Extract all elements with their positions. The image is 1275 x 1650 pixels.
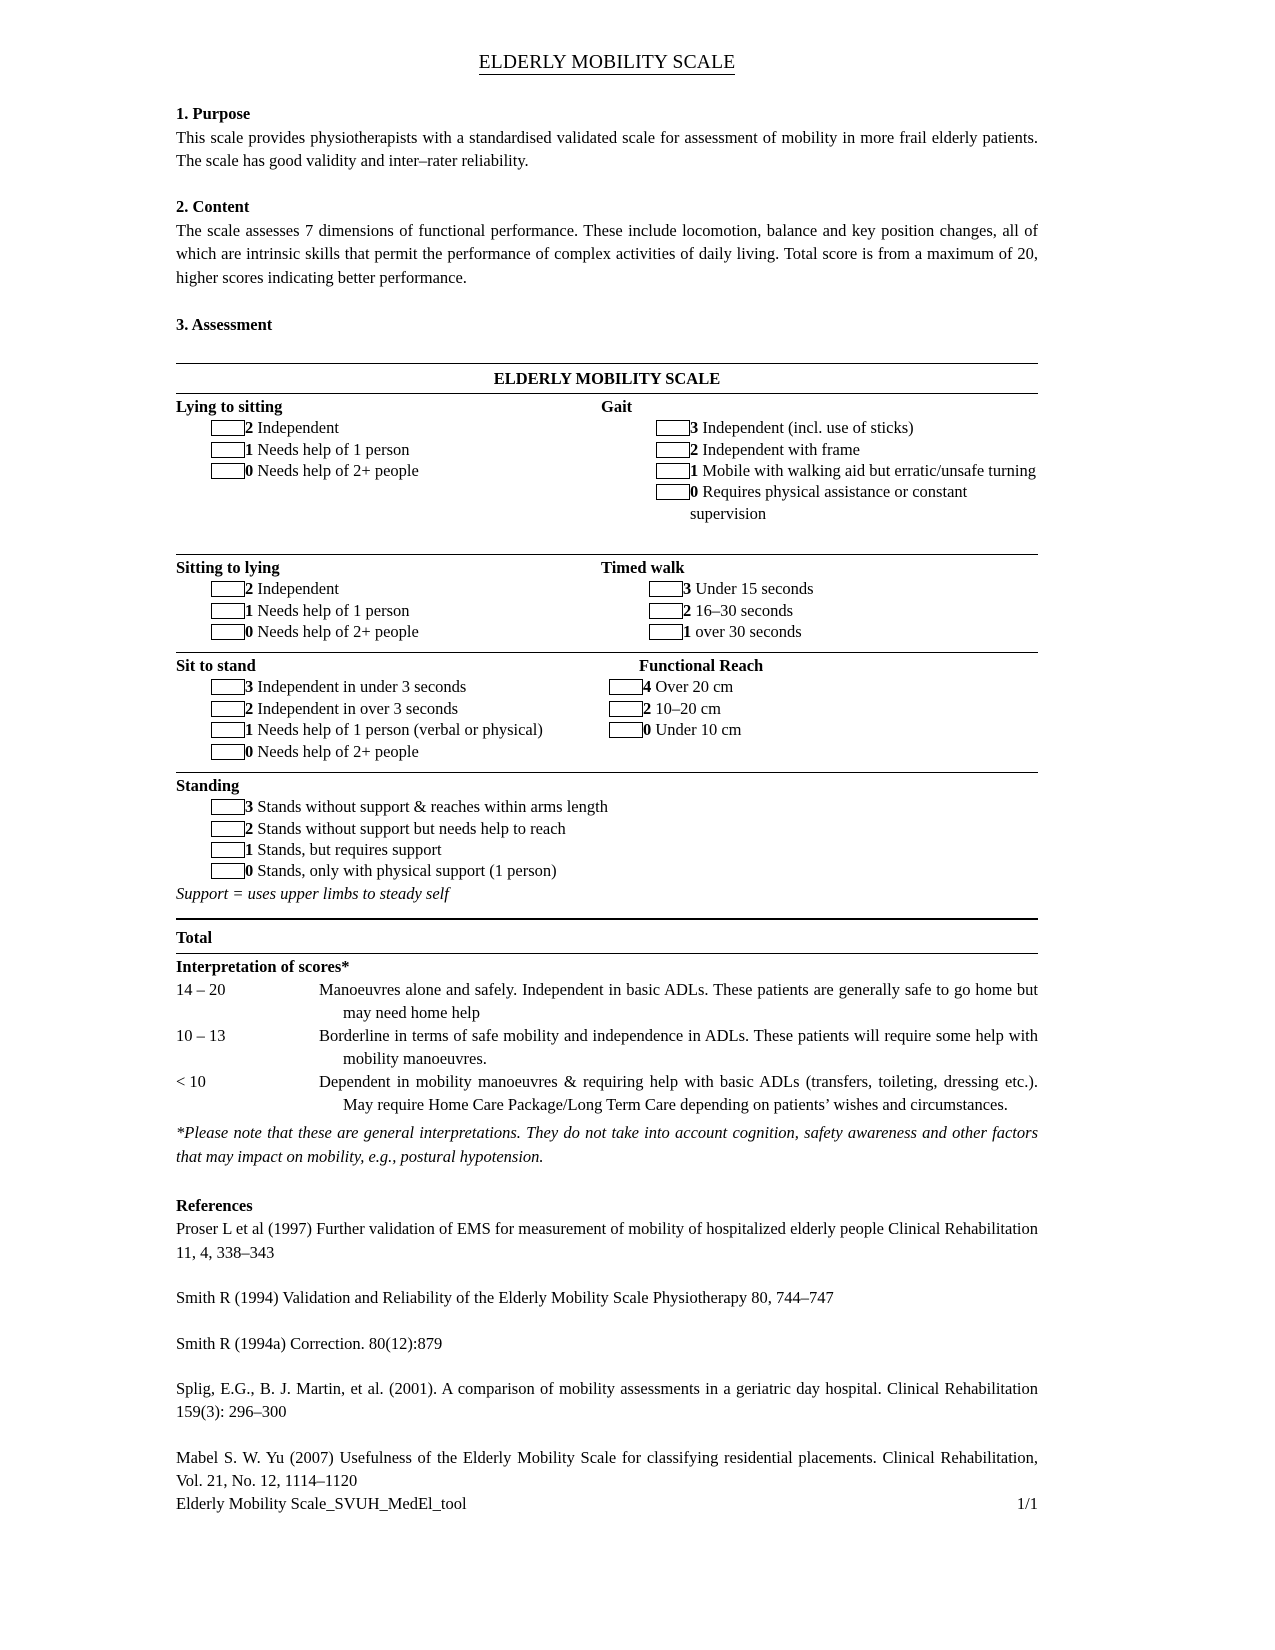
option-score: 2 bbox=[245, 818, 254, 838]
option-list bbox=[176, 676, 601, 762]
option-row[interactable] bbox=[211, 600, 601, 621]
option-score: 1 bbox=[245, 840, 254, 860]
option-score: 0 bbox=[245, 621, 254, 641]
option-list bbox=[601, 578, 1038, 642]
interpretation-description bbox=[319, 1070, 1038, 1116]
option-row[interactable] bbox=[211, 719, 601, 740]
option-score: 0 bbox=[690, 482, 699, 502]
table-row bbox=[176, 394, 1038, 554]
option-row[interactable] bbox=[211, 698, 601, 719]
option-label bbox=[245, 818, 681, 839]
option-text: Independent in under 3 seconds bbox=[257, 677, 467, 697]
option-text: Over 20 cm bbox=[655, 677, 734, 697]
option-score: 3 bbox=[690, 418, 699, 438]
option-score: 2 bbox=[643, 698, 652, 718]
option-score: 0 bbox=[245, 741, 254, 761]
option-score: 0 bbox=[245, 460, 254, 480]
section-heading-content: 2. Content bbox=[176, 196, 250, 216]
document-content bbox=[176, 52, 1038, 1493]
footer-document-name: Elderly Mobility Scale_SVUH_MedEl_tool bbox=[176, 1494, 467, 1513]
checkbox[interactable] bbox=[211, 420, 245, 436]
section-heading-purpose: 1. Purpose bbox=[176, 104, 251, 123]
checkbox[interactable] bbox=[211, 701, 245, 717]
footer-page-number: 1/1 bbox=[1016, 1494, 1038, 1513]
option-row[interactable] bbox=[656, 439, 1038, 460]
option-label bbox=[245, 860, 681, 881]
option-row[interactable] bbox=[649, 578, 1038, 599]
option-text: Needs help of 1 person (verbal or physical) bbox=[257, 720, 543, 740]
checkbox[interactable] bbox=[211, 581, 245, 597]
option-row[interactable] bbox=[211, 818, 681, 839]
document-title-text: ELDERLY MOBILITY SCALE bbox=[478, 52, 736, 73]
option-score: 2 bbox=[690, 439, 699, 459]
option-label bbox=[643, 676, 1038, 697]
option-label bbox=[690, 417, 1038, 438]
option-row[interactable] bbox=[609, 676, 1038, 697]
group-heading: Standing bbox=[176, 776, 240, 796]
option-row[interactable] bbox=[609, 719, 1038, 740]
group-heading: Functional Reach bbox=[639, 656, 764, 676]
option-row[interactable] bbox=[211, 621, 601, 642]
option-row[interactable] bbox=[656, 481, 1038, 524]
interpretation-heading: Interpretation of scores* bbox=[176, 956, 350, 976]
reference-item: Smith R (1994a) Correction. 80(12):879 bbox=[176, 1333, 443, 1353]
option-score: 1 bbox=[690, 460, 699, 480]
checkbox[interactable] bbox=[211, 679, 245, 695]
option-label bbox=[245, 578, 601, 599]
option-label bbox=[245, 698, 601, 719]
interpretation-range: 10 – 13 bbox=[176, 1026, 226, 1046]
option-score: 0 bbox=[643, 720, 652, 740]
option-text: Independent (incl. use of sticks) bbox=[702, 418, 914, 438]
section-body-purpose: This scale provides physiotherapists with a standardised validated scale for assessment of mobility in more frail elderly patients. The scale has good validity and inter–rater reliability. bbox=[176, 128, 1038, 171]
checkbox[interactable] bbox=[609, 722, 643, 738]
reference-item: Proser L et al (1997) Further validation of EMS for measurement of mobility of hospitalized elderly people Clinical Rehabilitation 11, 4, 338–343 bbox=[176, 1219, 1038, 1262]
option-text: Mobile with walking aid but erratic/unsafe turning bbox=[702, 460, 1036, 480]
option-label bbox=[245, 600, 601, 621]
document-title bbox=[176, 52, 1038, 74]
option-label bbox=[245, 460, 601, 481]
group-heading: Lying to sitting bbox=[176, 397, 283, 417]
checkbox[interactable] bbox=[649, 624, 683, 640]
option-text: Stands, but requires support bbox=[257, 840, 442, 860]
interpretation-description bbox=[319, 1024, 1038, 1070]
checkbox[interactable] bbox=[211, 842, 245, 858]
option-row[interactable] bbox=[649, 600, 1038, 621]
table-row bbox=[176, 555, 1038, 652]
option-label bbox=[690, 481, 1038, 524]
interpretation-description-text: Manoeuvres alone and safely. Independent in basic ADLs. These patients are generally safe to go home but may need home help bbox=[319, 979, 1038, 1023]
option-score: 3 bbox=[245, 797, 254, 817]
option-row[interactable] bbox=[649, 621, 1038, 642]
option-score: 1 bbox=[245, 720, 254, 740]
group-timed-walk bbox=[601, 555, 1038, 652]
checkbox[interactable] bbox=[656, 420, 690, 436]
table-band-title: ELDERLY MOBILITY SCALE bbox=[493, 369, 721, 389]
option-text: Under 10 cm bbox=[655, 720, 742, 740]
option-text: Requires physical assistance or constant supervision bbox=[690, 482, 968, 523]
option-label bbox=[643, 698, 1038, 719]
option-row[interactable] bbox=[609, 698, 1038, 719]
section-heading-assessment: 3. Assessment bbox=[176, 315, 273, 335]
option-label bbox=[245, 417, 601, 438]
checkbox[interactable] bbox=[211, 744, 245, 760]
option-list bbox=[601, 417, 1038, 524]
option-row[interactable] bbox=[656, 460, 1038, 481]
table-row bbox=[176, 653, 1038, 772]
group-functional-reach bbox=[601, 653, 1038, 772]
interpretation-footnote: *Please note that these are general interpretations. They do not take into account cognition, safety awareness and other factors that may impact on mobility, e.g., postural hypotension. bbox=[176, 1123, 1038, 1166]
option-score: 1 bbox=[245, 600, 254, 620]
checkbox[interactable] bbox=[211, 463, 245, 479]
checkbox[interactable] bbox=[609, 679, 643, 695]
option-label bbox=[245, 839, 681, 860]
option-row[interactable] bbox=[211, 417, 601, 438]
interpretation-range: < 10 bbox=[176, 1072, 206, 1092]
option-row[interactable] bbox=[211, 839, 681, 860]
checkbox[interactable] bbox=[211, 863, 245, 879]
option-label bbox=[245, 676, 601, 697]
option-text: Independent bbox=[257, 579, 339, 599]
checkbox[interactable] bbox=[211, 821, 245, 837]
option-text: Independent bbox=[257, 418, 339, 438]
interpretation-row bbox=[176, 978, 1038, 1024]
checkbox[interactable] bbox=[211, 442, 245, 458]
reference-item: Mabel S. W. Yu (2007) Usefulness of the Elderly Mobility Scale for classifying residential placements. Clinical Rehabilitation, Vol. 21, No. 12, 1114–1120 bbox=[176, 1447, 1038, 1491]
option-list bbox=[176, 417, 601, 481]
option-label bbox=[245, 741, 601, 762]
option-score: 1 bbox=[683, 621, 692, 641]
option-text: 10–20 cm bbox=[655, 698, 721, 718]
interpretation-description-text: Dependent in mobility manoeuvres & requiring help with basic ADLs (transfers, toileting, dressing etc.). May require Home Care Package/Long Term Care depending on patients’ wishes and circumstances. bbox=[319, 1072, 1038, 1115]
group-sit-to-stand bbox=[176, 653, 601, 772]
checkbox[interactable] bbox=[211, 722, 245, 738]
interpretation-row bbox=[176, 1070, 1038, 1116]
section-body-content: The scale assesses 7 dimensions of functional performance. These include locomotion, balance and key position changes, all of which are intrinsic skills that permit the performance of complex activities of daily living. Total score is from a maximum of 20, higher scores indicating better performance. bbox=[176, 220, 1038, 287]
option-row[interactable] bbox=[211, 460, 601, 481]
checkbox[interactable] bbox=[649, 581, 683, 597]
option-text: Under 15 seconds bbox=[695, 579, 814, 599]
option-row[interactable] bbox=[211, 439, 601, 460]
option-score: 4 bbox=[643, 677, 652, 697]
option-label bbox=[245, 796, 681, 817]
option-label bbox=[643, 719, 1038, 740]
group-heading: Gait bbox=[601, 397, 633, 417]
elderly-mobility-scale-table bbox=[176, 363, 1038, 1168]
checkbox[interactable] bbox=[211, 603, 245, 619]
option-text: Needs help of 1 person bbox=[257, 600, 410, 620]
option-score: 2 bbox=[245, 418, 254, 438]
checkbox[interactable] bbox=[656, 463, 690, 479]
option-text: over 30 seconds bbox=[695, 621, 802, 641]
page-footer bbox=[176, 1494, 1038, 1514]
option-score: 2 bbox=[245, 698, 254, 718]
group-standing bbox=[176, 773, 1038, 918]
option-label bbox=[683, 578, 1038, 599]
option-score: 0 bbox=[245, 861, 254, 881]
checkbox[interactable] bbox=[609, 701, 643, 717]
option-label bbox=[245, 719, 601, 740]
option-row[interactable] bbox=[656, 417, 1038, 438]
option-text: Stands without support & reaches within arms length bbox=[257, 797, 608, 817]
option-label bbox=[245, 621, 601, 642]
option-label bbox=[683, 621, 1038, 642]
checkbox[interactable] bbox=[211, 799, 245, 815]
group-gait bbox=[601, 394, 1038, 554]
option-label bbox=[683, 600, 1038, 621]
checkbox[interactable] bbox=[656, 484, 690, 500]
references-heading: References bbox=[176, 1196, 253, 1216]
reference-item: Smith R (1994) Validation and Reliability of the Elderly Mobility Scale Physiotherapy 80, 744–747 bbox=[176, 1288, 834, 1308]
option-list bbox=[176, 796, 681, 882]
option-text: Needs help of 1 person bbox=[257, 439, 410, 459]
interpretation-description bbox=[319, 978, 1038, 1024]
group-heading: Sitting to lying bbox=[176, 558, 280, 578]
group-lying-to-sitting bbox=[176, 394, 601, 554]
support-definition-note: Support = uses upper limbs to steady self bbox=[176, 883, 449, 903]
checkbox[interactable] bbox=[211, 624, 245, 640]
option-text: Independent with frame bbox=[702, 439, 860, 459]
option-row[interactable] bbox=[211, 578, 601, 599]
option-row[interactable] bbox=[211, 741, 601, 762]
option-list bbox=[176, 578, 601, 642]
option-score: 2 bbox=[245, 579, 254, 599]
option-score: 1 bbox=[245, 439, 254, 459]
option-score: 3 bbox=[683, 579, 692, 599]
checkbox[interactable] bbox=[656, 442, 690, 458]
option-list bbox=[601, 676, 1038, 740]
option-text: Needs help of 2+ people bbox=[257, 460, 419, 480]
interpretation-description-text: Borderline in terms of safe mobility and independence in ADLs. These patients will require some help with mobility manoeuvres. bbox=[319, 1026, 1038, 1069]
option-text: Needs help of 2+ people bbox=[257, 741, 419, 761]
option-text: Stands without support but needs help to reach bbox=[257, 818, 566, 838]
option-text: Stands, only with physical support (1 person) bbox=[257, 861, 557, 881]
option-label bbox=[245, 439, 601, 460]
option-text: Needs help of 2+ people bbox=[257, 621, 419, 641]
group-heading: Timed walk bbox=[601, 558, 685, 578]
option-text: Independent in over 3 seconds bbox=[257, 698, 459, 718]
option-text: 16–30 seconds bbox=[695, 600, 793, 620]
option-row[interactable] bbox=[211, 676, 601, 697]
option-label bbox=[690, 460, 1038, 481]
checkbox[interactable] bbox=[649, 603, 683, 619]
reference-item: Splig, E.G., B. J. Martin, et al. (2001). A comparison of mobility assessments in a geriatric day hospital. Clinical Rehabilitation 159(3): 296–300 bbox=[176, 1379, 1038, 1422]
option-label bbox=[690, 439, 1038, 460]
group-heading: Sit to stand bbox=[176, 656, 256, 676]
total-label: Total bbox=[176, 927, 213, 947]
option-row[interactable] bbox=[211, 860, 681, 881]
option-score: 3 bbox=[245, 677, 254, 697]
option-row[interactable] bbox=[211, 796, 681, 817]
interpretation-row bbox=[176, 1024, 1038, 1070]
option-score: 2 bbox=[683, 600, 692, 620]
group-sitting-to-lying bbox=[176, 555, 601, 652]
interpretation-range: 14 – 20 bbox=[176, 979, 226, 999]
